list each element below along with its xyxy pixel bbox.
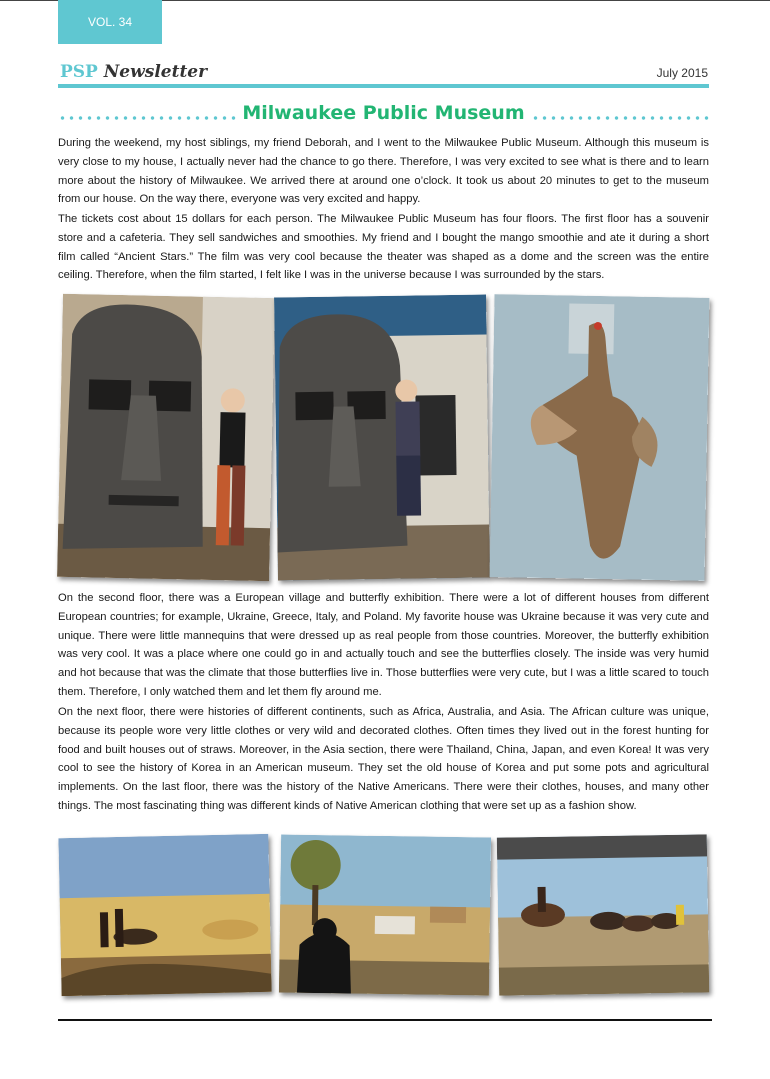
paragraph-4: On the next floor, there were histories of different continents, such as Africa, Australia, and Asia. The African culture was unique, because its people wore very little clothes or very wild and decorated clothes. Often times they lived out in the forest hunting for food and built houses out of straws. Moreover, in the Asia section, there were Thailand, China, Japan, and even Korea! It was very cool to see the history of Korea in an American museum. They set the old house of Korea and put some pots and agricultural implements. On the last floor, there was the history of the Native Americans. There were their clothes, houses, and many other things. The most fascinating thing was different kinds of Native American clothing that were set up as a fashion show. — [58, 706, 709, 812]
paragraph-3: On the second floor, there was a European village and butterfly exhibition. There were a lot of different houses from different European countries; for example, Ukraine, Greece, Italy, and Poland. My favorite house was Ukraine because it was very cute and unique. There were little mannequins that were dressed up as real people from those countries. Moreover, the butterfly exhibition was very cool. It was a place where one could go in and actually touch and see the butterflies closely. The inside was very humid and hot because that was the climate that those butterflies live in. Those butterflies were very cute, but I was a little scared to touch them. Therefore, I only watched them and let them fly around me. — [58, 592, 709, 698]
volume-label: VOL. 34 — [87, 15, 133, 29]
volume-tab — [58, 0, 162, 44]
title-dots-right — [531, 116, 709, 120]
photo-african-diorama — [58, 834, 271, 996]
newsletter-masthead — [60, 62, 207, 82]
footer-divider — [58, 1019, 712, 1021]
title-dots-left — [58, 116, 236, 120]
photo-moai-statue-1 — [57, 294, 275, 581]
photo-native-american-diorama — [497, 834, 709, 995]
paragraph-2: The tickets cost about 15 dollars for each person. The Milwaukee Public Museum has four floors. The first floor has a souvenir store and a cafeteria. They sell sandwiches and smoothies. My friend and I bought the mango smoothie and ate it during a short film called “Ancient Stars.” The film was very cool because the theater was shaped as a dome and the screen was the entire ceiling. Therefore, when the film started, I felt like I was in the universe because I was surrounded by the stars. — [58, 213, 709, 282]
photo-moai-statue-2 — [274, 295, 490, 581]
article-title: Milwaukee Public Museum — [242, 102, 525, 124]
issue-date: July 2015 — [656, 66, 708, 80]
brand-psp: PSP — [60, 62, 98, 82]
photo-savanna-animals-diorama — [279, 835, 491, 996]
photo-bird-specimen — [490, 294, 710, 581]
brand-newsletter: Newsletter — [103, 62, 208, 82]
header-divider — [58, 84, 709, 88]
article-title-row — [58, 98, 709, 128]
paragraph-1: During the weekend, my host siblings, my friend Deborah, and I went to the Milwaukee Public Museum. Although this museum is very close to my house, I actually never had the chance to go there. Therefore, I was very excited to see what is there and to learn more about the history of Milwaukee. We arrived there at around one o’clock. It took us about 20 minutes to get to the museum from our house. On the way there, everyone was very excited and happy. — [58, 137, 709, 206]
